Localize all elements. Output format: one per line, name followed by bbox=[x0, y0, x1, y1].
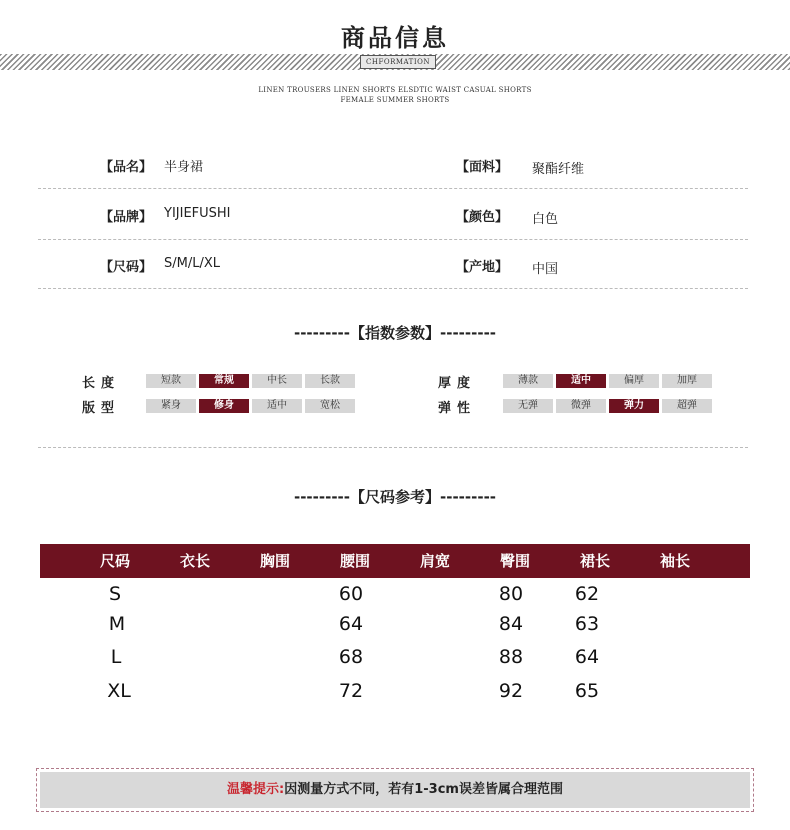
index-chip: 弹力 bbox=[609, 399, 659, 413]
table-cell-waist: 68 bbox=[338, 646, 364, 668]
index-chip: 长款 bbox=[305, 374, 355, 388]
subtitle-line-2: FEMALE SUMMER SHORTS bbox=[340, 96, 450, 104]
index-chip: 偏厚 bbox=[609, 374, 659, 388]
table-cell-hip: 84 bbox=[498, 613, 524, 635]
index-chip: 超弹 bbox=[662, 399, 712, 413]
index-options-fit bbox=[146, 399, 355, 413]
header-subtitle bbox=[0, 85, 790, 105]
index-divider bbox=[38, 447, 748, 448]
index-options-thickness bbox=[503, 374, 712, 388]
size-table-header bbox=[40, 544, 750, 578]
origin-label: 【产地】 bbox=[456, 260, 509, 275]
index-label-elasticity: 弹性 bbox=[438, 401, 477, 416]
index-chip: 加厚 bbox=[662, 374, 712, 388]
size-table-header-cell: 裙长 bbox=[579, 552, 610, 570]
index-chip: 常规 bbox=[199, 374, 249, 388]
size-section-heading: ---------【尺码参考】--------- bbox=[293, 488, 497, 506]
size-table-header-cell: 肩宽 bbox=[419, 552, 450, 570]
origin-value: 中国 bbox=[532, 262, 559, 277]
notice-label: 温馨提示: bbox=[227, 782, 285, 797]
page-title: 商品信息 bbox=[341, 23, 449, 52]
index-chip: 适中 bbox=[252, 399, 302, 413]
subtitle-line-1: LINEN TROUSERS LINEN SHORTS ELSDTIC WAIST CASUAL SHORTS bbox=[258, 86, 532, 94]
table-cell-skirt-length: 63 bbox=[574, 613, 600, 635]
index-label-length: 长度 bbox=[82, 376, 121, 391]
index-chip: 微弹 bbox=[556, 399, 606, 413]
index-label-fit: 版型 bbox=[82, 401, 121, 416]
brand-value: YIJIEFUSHI bbox=[164, 206, 231, 221]
table-cell-skirt-length: 65 bbox=[574, 680, 600, 702]
fabric-value: 聚酯纤维 bbox=[532, 162, 585, 177]
table-cell-hip: 88 bbox=[498, 646, 524, 668]
name-label: 【品名】 bbox=[100, 160, 153, 175]
color-label: 【颜色】 bbox=[456, 210, 509, 225]
index-chip: 薄款 bbox=[503, 374, 553, 388]
size-value: S/M/L/XL bbox=[164, 256, 220, 271]
fabric-label: 【面料】 bbox=[456, 160, 509, 175]
index-section-heading: ---------【指数参数】--------- bbox=[293, 324, 497, 342]
table-cell-size: M bbox=[108, 613, 126, 635]
info-divider bbox=[38, 239, 748, 240]
index-chip: 中长 bbox=[252, 374, 302, 388]
size-table-header-cell: 尺码 bbox=[99, 552, 130, 570]
table-cell-size: S bbox=[108, 583, 122, 605]
index-chip: 短款 bbox=[146, 374, 196, 388]
index-chip: 无弹 bbox=[503, 399, 553, 413]
color-value: 白色 bbox=[532, 212, 559, 227]
index-label-thickness: 厚度 bbox=[438, 376, 477, 391]
table-cell-size: XL bbox=[107, 680, 131, 702]
index-chip: 宽松 bbox=[305, 399, 355, 413]
size-table-header-cell: 袖长 bbox=[659, 552, 690, 570]
name-value: 半身裙 bbox=[164, 160, 204, 175]
table-row bbox=[0, 613, 790, 639]
index-chip: 修身 bbox=[199, 399, 249, 413]
notice-message: 因测量方式不同，若有1-3cm误差皆属合理范围 bbox=[284, 782, 563, 797]
header-badge: CHFORMATION bbox=[360, 55, 436, 69]
table-cell-waist: 64 bbox=[338, 613, 364, 635]
index-options-elasticity bbox=[503, 399, 712, 413]
size-table-header-cell: 衣长 bbox=[179, 552, 210, 570]
table-row bbox=[0, 646, 790, 672]
size-label: 【尺码】 bbox=[100, 260, 153, 275]
table-cell-waist: 72 bbox=[338, 680, 364, 702]
size-table-header-cell: 胸围 bbox=[259, 552, 290, 570]
table-cell-hip: 92 bbox=[498, 680, 524, 702]
table-cell-skirt-length: 62 bbox=[574, 583, 600, 605]
index-chip: 适中 bbox=[556, 374, 606, 388]
brand-label: 【品牌】 bbox=[100, 210, 153, 225]
table-row bbox=[0, 680, 790, 706]
size-table-header-cell: 腰围 bbox=[339, 552, 370, 570]
size-table-header-cell: 臀围 bbox=[499, 552, 530, 570]
notice-text bbox=[40, 772, 750, 808]
table-row bbox=[0, 583, 790, 609]
info-divider bbox=[38, 288, 748, 289]
table-cell-skirt-length: 64 bbox=[574, 646, 600, 668]
table-cell-hip: 80 bbox=[498, 583, 524, 605]
info-divider bbox=[38, 188, 748, 189]
table-cell-size: L bbox=[110, 646, 122, 668]
index-options-length bbox=[146, 374, 355, 388]
index-chip: 紧身 bbox=[146, 399, 196, 413]
table-cell-waist: 60 bbox=[338, 583, 364, 605]
